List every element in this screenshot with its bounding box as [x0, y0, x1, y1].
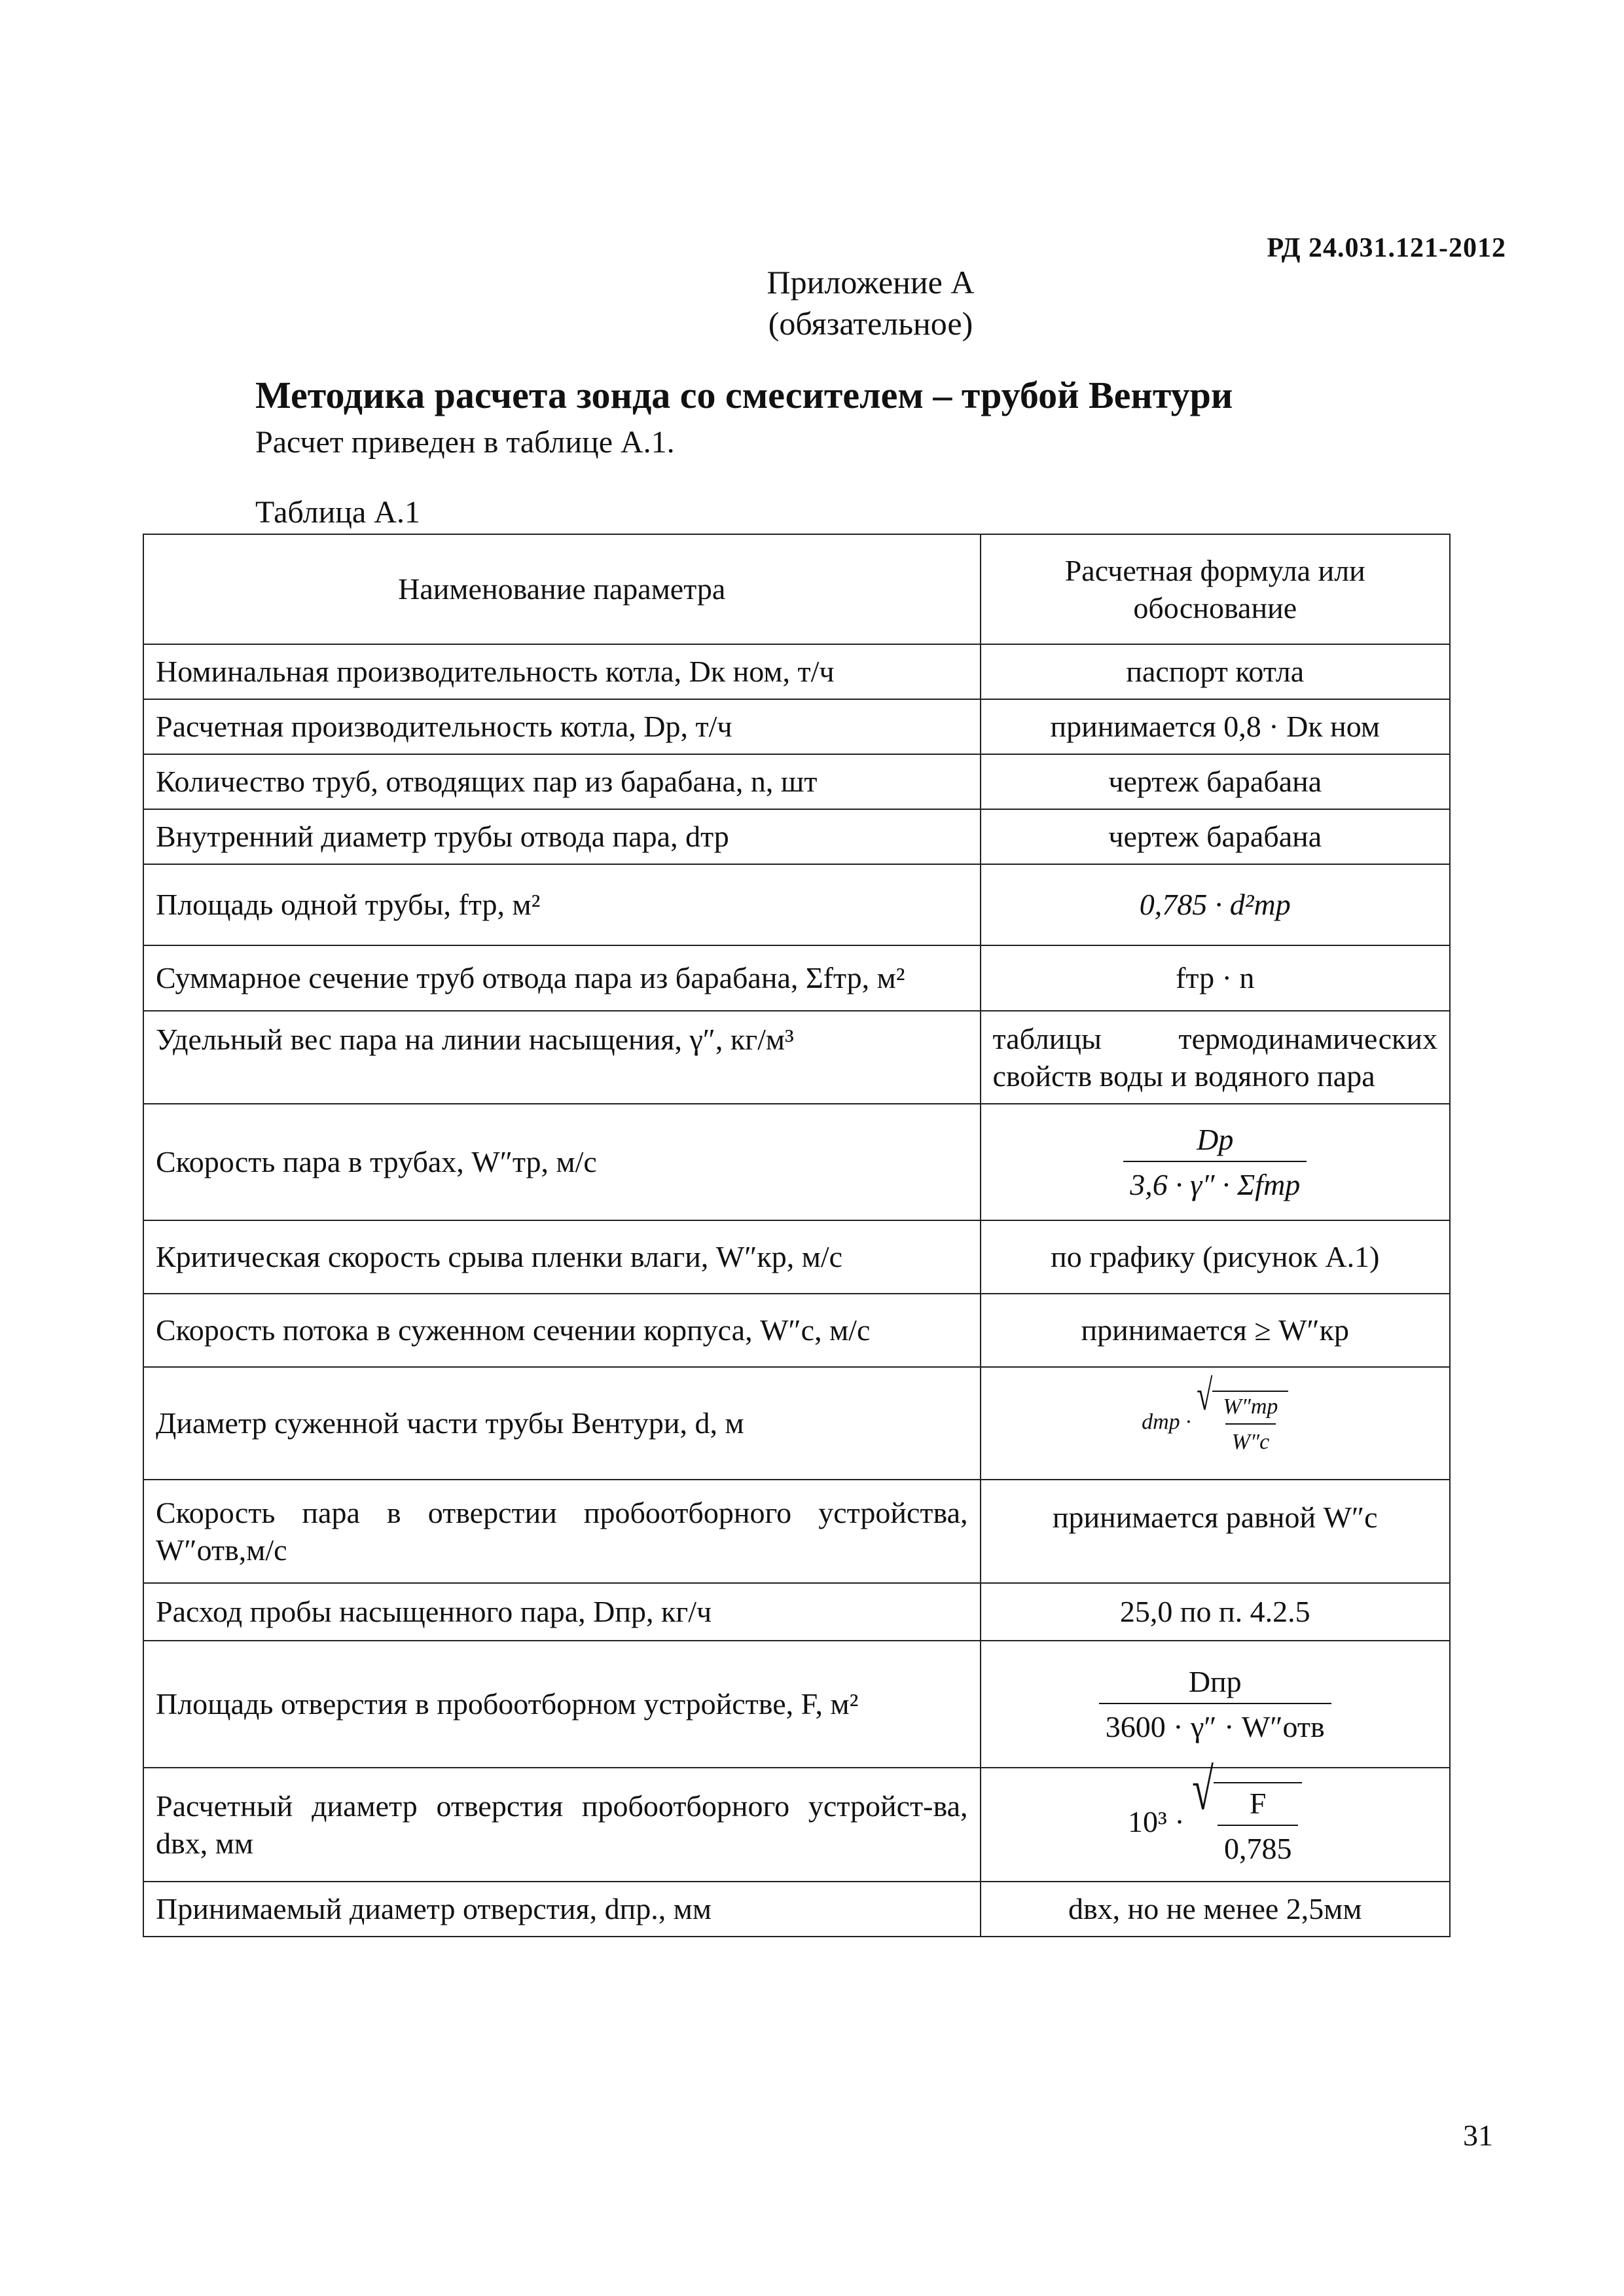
param-formula: fтр · n [981, 945, 1451, 1011]
param-formula: 25,0 по п. 4.2.5 [981, 1583, 1451, 1641]
param-name: Площадь одной трубы, fтр, м² [143, 864, 981, 945]
param-formula: dвх, но не менее 2,5мм [981, 1882, 1451, 1937]
param-name: Номинальная производительность котла, Dк ном, т/ч [143, 644, 981, 699]
section-heading: Методика расчета зонда со смесителем – трубой Вентури [255, 374, 1233, 416]
param-formula [981, 1641, 1451, 1768]
document-number: РД 24.031.121-2012 [1267, 233, 1506, 263]
param-formula: чертеж барабана [981, 754, 1451, 809]
table-row [143, 1220, 1450, 1294]
param-name: Внутренний диаметр трубы отвода пара, dтр [143, 809, 981, 864]
fraction [1123, 1121, 1307, 1204]
page-number: 31 [1463, 2119, 1493, 2152]
appendix-label [0, 262, 1624, 344]
header-formula: Расчетная формула или обоснование [981, 534, 1451, 644]
fraction-numerator: F [1249, 1786, 1267, 1820]
fraction-denominator: 3,6 · γ″ · Σfтр [1123, 1161, 1307, 1204]
table-row [143, 1641, 1450, 1768]
table-row [143, 1768, 1450, 1882]
table-row [143, 945, 1450, 1011]
param-formula [981, 1756, 1451, 1882]
param-formula: по графику (рисунок А.1) [981, 1220, 1451, 1294]
fraction-denominator: 3600 · γ″ · W″отв [1099, 1703, 1331, 1746]
param-formula: принимается 0,8 · Dк ном [981, 699, 1451, 754]
param-name: Скорость потока в суженном сечении корпуса, W″с, м/с [143, 1294, 981, 1367]
root-radicand [1212, 1391, 1288, 1457]
formula-prefix: dтр · [1142, 1409, 1191, 1434]
intro-text: Расчет приведен в таблице А.1. [255, 425, 675, 460]
param-formula: паспорт котла [981, 644, 1451, 699]
appendix-title: Приложение А [767, 264, 975, 301]
table-row [143, 754, 1450, 809]
param-name: Диаметр суженной части трубы Вентури, d, м [143, 1367, 981, 1480]
param-formula: принимается равной W″с [981, 1480, 1451, 1583]
fraction [1216, 1393, 1284, 1457]
table-row [143, 1104, 1450, 1220]
table-caption: Таблица А.1 [255, 495, 420, 530]
table-row [143, 1583, 1450, 1641]
param-name: Критическая скорость срыва пленки влаги, W″кр, м/с [143, 1220, 981, 1294]
table-header-row [143, 534, 1450, 644]
param-name: Расход пробы насыщенного пара, Dпр, кг/ч [143, 1583, 981, 1641]
table-row [143, 1882, 1450, 1937]
param-name: Расчетная производительность котла, Dр, т/ч [143, 699, 981, 754]
param-formula: чертеж барабана [981, 809, 1451, 864]
square-root [1192, 1756, 1302, 1868]
table-row [143, 1011, 1450, 1104]
param-name: Площадь отверстия в пробоотборном устройстве, F, м² [143, 1641, 981, 1768]
param-name: Расчетный диаметр отверстия пробоотборного устройст-ва, dвх, мм [143, 1768, 981, 1882]
param-name: Количество труб, отводящих пар из барабана, n, шт [143, 754, 981, 809]
param-name: Скорость пара в отверстии пробоотборного устройства, W″отв,м/с [143, 1480, 981, 1583]
table-row [143, 864, 1450, 945]
appendix-note: (обязательное) [768, 304, 973, 342]
fraction-numerator: Dр [1197, 1122, 1234, 1156]
table-row [143, 699, 1450, 754]
param-name: Удельный вес пара на линии насыщения, γ″, кг/м³ [143, 1011, 981, 1104]
fraction-denominator: W″с [1225, 1423, 1276, 1457]
table-row [143, 1294, 1450, 1367]
param-name: Суммарное сечение труб отвода пара из барабана, Σfтр, м² [143, 945, 981, 1011]
formula-prefix: 10³ · [1128, 1804, 1185, 1838]
table-row [143, 644, 1450, 699]
table-row [143, 1480, 1450, 1583]
param-name: Скорость пара в трубах, W″тр, м/с [143, 1104, 981, 1220]
param-formula: принимается ≥ W″кр [981, 1294, 1451, 1367]
parameters-table [143, 534, 1451, 1937]
fraction-numerator: W″тр [1223, 1394, 1278, 1419]
table-row [143, 809, 1450, 864]
fraction [1099, 1663, 1331, 1746]
table-row [143, 1367, 1450, 1480]
root-radicand [1214, 1782, 1303, 1868]
fraction [1218, 1785, 1299, 1868]
root-sign: √ [1192, 1756, 1214, 1821]
param-formula [981, 1367, 1451, 1480]
fraction-denominator: 0,785 [1218, 1825, 1299, 1868]
fraction-numerator: Dпр [1188, 1664, 1242, 1698]
header-parameter-name: Наименование параметра [143, 534, 981, 644]
param-formula: 0,785 · d²тр [981, 864, 1451, 945]
param-name: Принимаемый диаметр отверстия, dпр., мм [143, 1882, 981, 1937]
root-sign: √ [1197, 1370, 1213, 1419]
param-formula [981, 1104, 1451, 1220]
square-root [1197, 1370, 1288, 1457]
param-formula: таблицы термодинамических свойств воды и водяного пара [981, 1011, 1451, 1104]
